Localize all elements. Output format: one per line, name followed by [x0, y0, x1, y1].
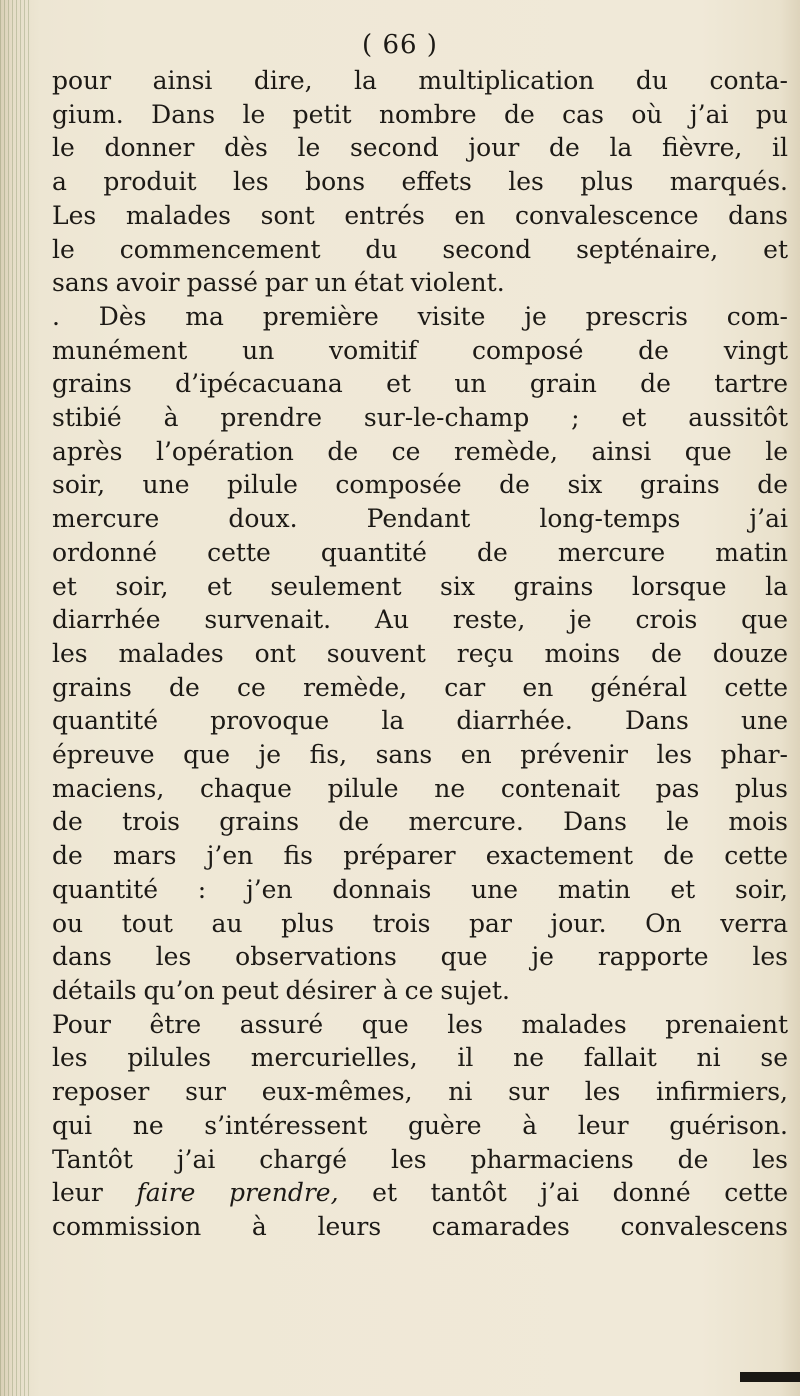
- text-run: et tantôt j’ai donné cette: [338, 1178, 788, 1208]
- text-line: grains d’ipécacuana et un grain de tartre: [52, 369, 788, 399]
- text-line: munément un vomitif composé de vingt: [52, 335, 788, 365]
- text-line: reposer sur eux-mêmes, ni sur les infirmiers,: [52, 1077, 788, 1107]
- text-line: Les malades sont entrés en convalescence dans: [52, 200, 788, 230]
- text-line: soir, une pilule composée de six grains de: [52, 470, 788, 500]
- text-line: épreuve que je fis, sans en prévenir les phar-: [52, 740, 788, 770]
- text-line: commission à leurs camarades convalescens: [52, 1211, 788, 1241]
- text-line: détails qu’on peut désirer à ce sujet.: [52, 975, 510, 1005]
- binding-gutter: [0, 0, 32, 1396]
- text-line: sans avoir passé par un état violent.: [52, 268, 505, 298]
- text-line-mixed: [52, 1176, 788, 1210]
- text-line: diarrhée survenait. Au reste, je crois que: [52, 605, 788, 635]
- text-line: . Dès ma première visite je prescris com-: [52, 301, 788, 331]
- text-line: quantité provoque la diarrhée. Dans une: [52, 706, 788, 736]
- text-line: ou tout au plus trois par jour. On verra: [52, 908, 788, 938]
- page-number: ( 66 ): [362, 30, 438, 60]
- text-line: gium. Dans le petit nombre de cas où j’ai pu: [52, 99, 788, 129]
- text-line: les malades ont souvent reçu moins de douze: [52, 638, 788, 668]
- text-line: dans les observations que je rapporte les: [52, 942, 788, 972]
- text-line: après l’opération de ce remède, ainsi que le: [52, 436, 788, 466]
- text-line: a produit les bons effets les plus marqués.: [52, 167, 788, 197]
- text-line: stibié à prendre sur-le-champ ; et aussitôt: [52, 403, 788, 433]
- text-line: de mars j’en fis préparer exactement de cette: [52, 841, 788, 871]
- text-line: et soir, et seulement six grains lorsque la: [52, 571, 788, 601]
- body-text: [52, 64, 788, 1244]
- italic-phrase: faire prendre,: [136, 1178, 339, 1208]
- text-line: quantité : j’en donnais une matin et soir,: [52, 874, 788, 904]
- text-line: Pour être assuré que les malades prenaient: [52, 1009, 788, 1039]
- text-line: ordonné cette quantité de mercure matin: [52, 537, 788, 567]
- text-line: grains de ce remède, car en général cette: [52, 672, 788, 702]
- text-line: les pilules mercurielles, il ne fallait ni se: [52, 1043, 788, 1073]
- text-line: Tantôt j’ai chargé les pharmaciens de les: [52, 1144, 788, 1174]
- text-run: leur: [52, 1178, 137, 1208]
- text-line: mercure doux. Pendant long-temps j’ai: [52, 504, 788, 534]
- text-line: pour ainsi dire, la multiplication du conta-: [52, 66, 788, 95]
- text-line: de trois grains de mercure. Dans le mois: [52, 807, 788, 837]
- text-line: qui ne s’intéressent guère à leur guérison.: [52, 1110, 788, 1140]
- text-line: maciens, chaque pilule ne contenait pas plus: [52, 773, 788, 803]
- page-edge-mark: [740, 1372, 800, 1382]
- text-line: le commencement du second septénaire, et: [52, 234, 788, 264]
- text-line: le donner dès le second jour de la fièvre, il: [52, 133, 788, 163]
